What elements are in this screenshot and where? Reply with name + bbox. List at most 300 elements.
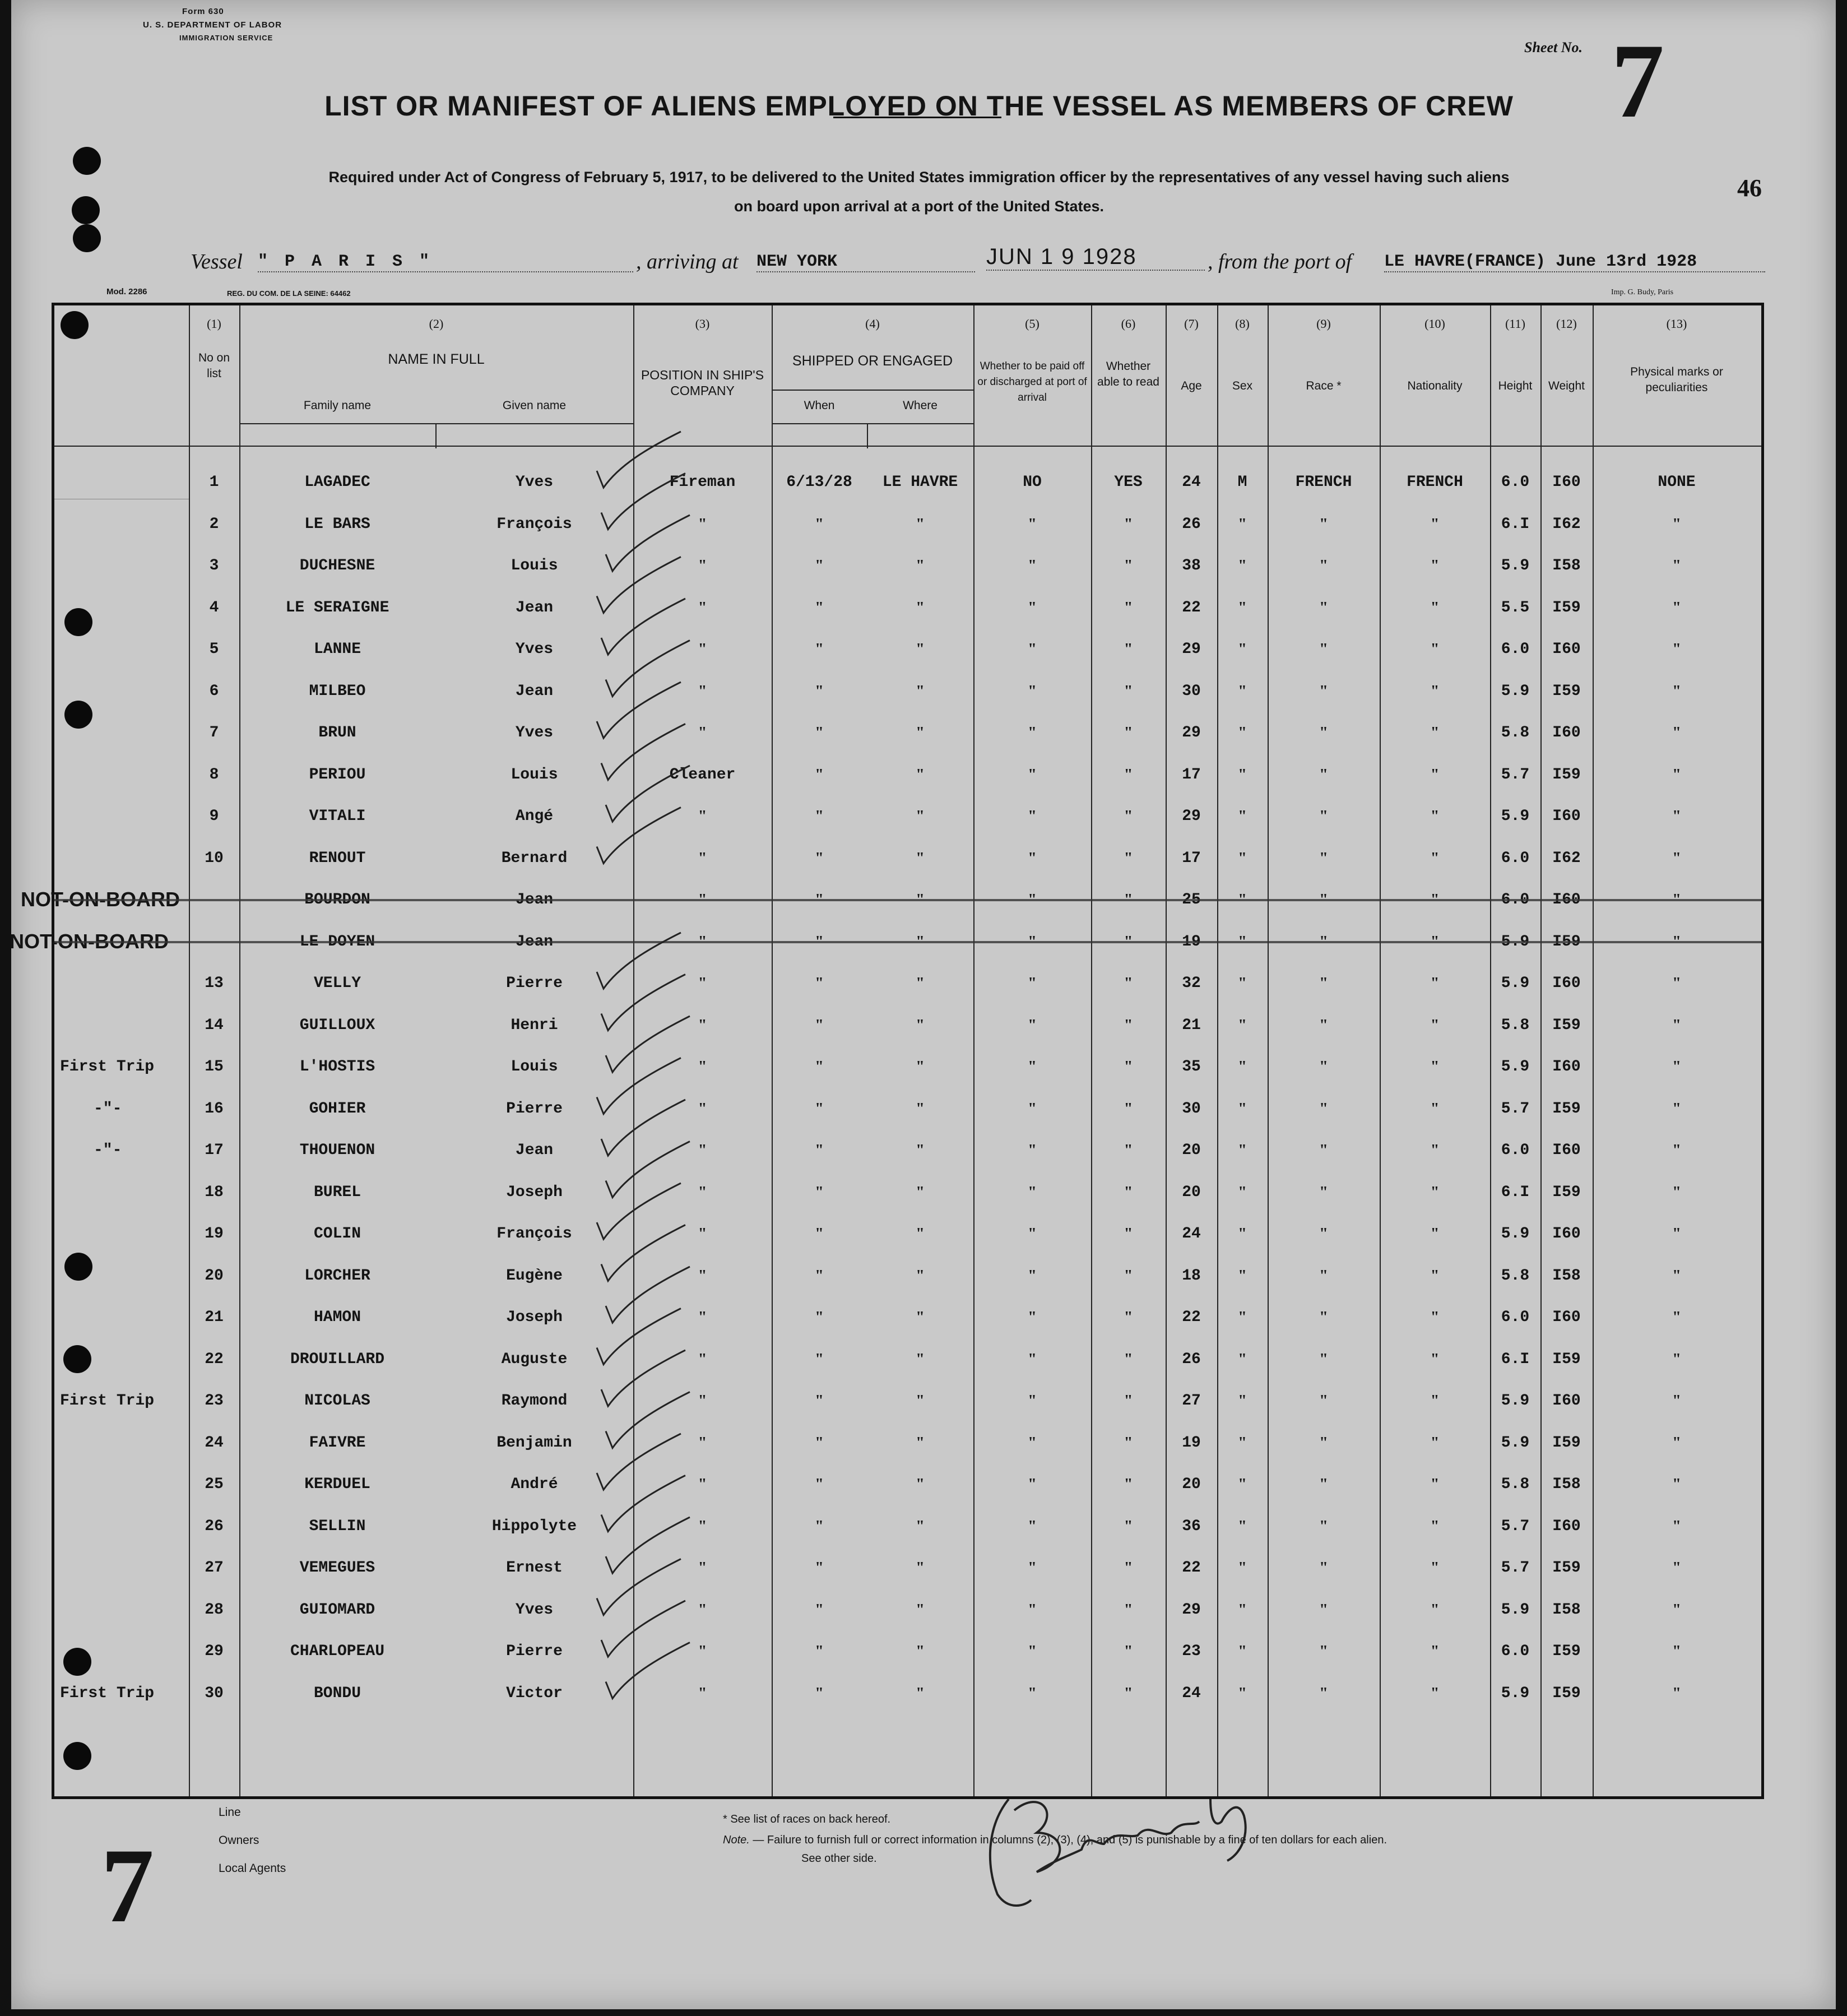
cell-paid: " <box>1028 1434 1037 1452</box>
cell-where: " <box>916 766 925 784</box>
cell-when: " <box>815 891 824 909</box>
cell-family: BUREL <box>313 1183 361 1201</box>
checkmark <box>606 641 690 697</box>
cell-where: " <box>916 557 925 574</box>
cell-age: 36 <box>1182 1517 1201 1535</box>
cell-read: " <box>1124 1225 1133 1243</box>
checkmark <box>601 474 685 530</box>
cell-family: THOUENON <box>299 1142 375 1159</box>
cell-no: 29 <box>205 1643 224 1660</box>
cell-race: " <box>1319 1309 1328 1326</box>
cell-nationality: " <box>1430 933 1440 951</box>
cell-where: " <box>916 724 925 741</box>
col-header-sex: Sex <box>1232 379 1253 392</box>
cell-weight: I62 <box>1552 515 1581 533</box>
cell-paid: " <box>1028 724 1037 741</box>
cell-height: 6.0 <box>1501 849 1530 867</box>
cell-when: " <box>815 849 824 867</box>
cell-family: BRUN <box>318 724 356 741</box>
cell-sex: " <box>1238 1517 1247 1535</box>
cell-given: Jean <box>515 682 554 700</box>
cell-read: " <box>1124 515 1133 533</box>
cell-height: 6.I <box>1501 1183 1530 1201</box>
vessel-name: " P A R I S " <box>258 252 633 272</box>
cell-marks: " <box>1672 1225 1681 1243</box>
cell-no: 20 <box>205 1267 224 1285</box>
cell-height: 6.0 <box>1501 1142 1530 1159</box>
cell-position: " <box>698 1434 707 1452</box>
cell-read: " <box>1124 849 1133 867</box>
cell-when: " <box>815 1434 824 1452</box>
cell-nationality: " <box>1430 891 1440 909</box>
note-label: Note. <box>723 1834 750 1846</box>
cell-no: 7 <box>209 724 219 741</box>
cell-given: André <box>511 1476 558 1493</box>
col-num-5: (5) <box>1025 317 1039 331</box>
cell-when: " <box>815 1142 824 1159</box>
page-title: LIST OR MANIFEST OF ALIENS EMPLOYED ON THE VESSEL AS MEMBERS OF CREW <box>324 90 1514 122</box>
cell-marks: " <box>1672 599 1681 617</box>
cell-when: " <box>815 682 824 700</box>
cell-sex: " <box>1238 1309 1247 1326</box>
cell-given: Jean <box>515 891 554 909</box>
cell-race: " <box>1319 682 1328 700</box>
cell-age: 30 <box>1182 1100 1201 1118</box>
cell-age: 22 <box>1182 599 1201 617</box>
cell-where: " <box>916 599 925 617</box>
cell-given: Benjamin <box>496 1434 572 1452</box>
cell-where: " <box>916 891 925 909</box>
row-note: First Trip <box>60 1684 155 1702</box>
cell-height: 5.8 <box>1501 1267 1530 1285</box>
cell-sex: " <box>1238 1183 1247 1201</box>
cell-where: " <box>916 849 925 867</box>
cell-paid: " <box>1028 1309 1037 1326</box>
cell-position: " <box>698 975 707 992</box>
checkmark <box>606 766 690 822</box>
cell-race: " <box>1319 1559 1328 1577</box>
cell-no: 22 <box>205 1350 224 1368</box>
cell-when: " <box>815 724 824 741</box>
col-header-height: Height <box>1498 379 1533 392</box>
department: U. S. DEPARTMENT OF LABOR <box>143 20 282 30</box>
cell-read: " <box>1124 933 1133 951</box>
cell-read: " <box>1124 599 1133 617</box>
col-header-when: When <box>804 399 835 412</box>
cell-sex: " <box>1238 1058 1247 1076</box>
cell-sex: " <box>1238 849 1247 867</box>
cell-where: " <box>916 1476 925 1493</box>
cell-given: Louis <box>511 557 558 574</box>
cell-paid: " <box>1028 1684 1037 1702</box>
cell-given: Hippolyte <box>491 1517 577 1535</box>
cell-marks: " <box>1672 1476 1681 1493</box>
cell-nationality: " <box>1430 808 1440 825</box>
row-note: First Trip <box>60 1392 155 1410</box>
cell-position: " <box>698 515 707 533</box>
cell-paid: " <box>1028 975 1037 992</box>
cell-weight: I59 <box>1552 1100 1581 1118</box>
col-header-nationality: Nationality <box>1407 379 1463 392</box>
cell-race: " <box>1319 1684 1328 1702</box>
cell-marks: " <box>1672 891 1681 909</box>
cell-paid: " <box>1028 891 1037 909</box>
cell-height: 6.I <box>1501 515 1530 533</box>
cell-no: 28 <box>205 1601 224 1619</box>
cell-given: Jean <box>515 1142 554 1159</box>
cell-marks: NONE <box>1658 474 1696 491</box>
checkmark <box>597 432 681 488</box>
col-num-4: (4) <box>865 317 880 331</box>
cell-race: " <box>1319 599 1328 617</box>
cell-sex: " <box>1238 808 1247 825</box>
col-num-11: (11) <box>1505 317 1525 331</box>
cell-where: " <box>916 1016 925 1034</box>
cell-position: " <box>698 1267 707 1285</box>
cell-marks: " <box>1672 1517 1681 1535</box>
cell-family: LE DOYEN <box>299 933 375 951</box>
cell-race: " <box>1319 557 1328 574</box>
cell-paid: " <box>1028 1225 1037 1243</box>
cell-height: 6.0 <box>1501 1643 1530 1660</box>
cell-age: 29 <box>1182 641 1201 658</box>
cell-no: 25 <box>205 1476 224 1493</box>
cell-where: " <box>916 682 925 700</box>
cell-family: HAMON <box>313 1309 361 1326</box>
cell-sex: " <box>1238 1434 1247 1452</box>
cell-nationality: FRENCH <box>1407 474 1463 491</box>
cell-weight: I60 <box>1552 1392 1581 1410</box>
cell-age: 35 <box>1182 1058 1201 1076</box>
cell-no: 3 <box>209 557 219 574</box>
cell-family: GOHIER <box>309 1100 366 1118</box>
cell-height: 5.9 <box>1501 1601 1530 1619</box>
cell-weight: I60 <box>1552 724 1581 741</box>
cell-read: " <box>1124 1267 1133 1285</box>
cell-weight: I60 <box>1552 1517 1581 1535</box>
checkmark <box>601 1350 685 1406</box>
cell-read: " <box>1124 724 1133 741</box>
cell-paid: " <box>1028 641 1037 658</box>
cell-nationality: " <box>1430 1225 1440 1243</box>
cell-position: " <box>698 1100 707 1118</box>
cell-race: " <box>1319 1100 1328 1118</box>
cell-where: LE HAVRE <box>882 474 958 491</box>
cell-race: " <box>1319 1392 1328 1410</box>
cell-sex: " <box>1238 766 1247 784</box>
cell-race: " <box>1319 891 1328 909</box>
cell-when: " <box>815 1643 824 1660</box>
cell-when: " <box>815 599 824 617</box>
cell-sex: " <box>1238 682 1247 700</box>
cell-marks: " <box>1672 1350 1681 1368</box>
cell-nationality: " <box>1430 766 1440 784</box>
cell-marks: " <box>1672 1058 1681 1076</box>
cell-sex: " <box>1238 599 1247 617</box>
cell-paid: " <box>1028 1392 1037 1410</box>
col-header-family: Family name <box>303 399 372 412</box>
cell-paid: " <box>1028 557 1037 574</box>
cell-family: BOURDON <box>304 891 370 909</box>
cell-no: 9 <box>209 808 219 825</box>
cell-marks: " <box>1672 682 1681 700</box>
cell-marks: " <box>1672 557 1681 574</box>
cell-height: 5.9 <box>1501 975 1530 992</box>
cell-marks: " <box>1672 1309 1681 1326</box>
cell-sex: " <box>1238 1476 1247 1493</box>
cell-read: " <box>1124 682 1133 700</box>
checkmark <box>601 1601 685 1657</box>
cell-family: DROUILLARD <box>290 1350 385 1368</box>
cell-sex: " <box>1238 1559 1247 1577</box>
cell-where: " <box>916 808 925 825</box>
cell-race: " <box>1319 1350 1328 1368</box>
cell-nationality: " <box>1430 1183 1440 1201</box>
cell-race: " <box>1319 933 1328 951</box>
cell-marks: " <box>1672 724 1681 741</box>
footer-agents-label: Local Agents <box>219 1862 286 1875</box>
cell-where: " <box>916 1183 925 1201</box>
cell-no: 13 <box>205 975 224 992</box>
cell-no: 24 <box>205 1434 224 1452</box>
cell-given: Ernest <box>506 1559 563 1577</box>
cell-weight: I60 <box>1552 808 1581 825</box>
cell-nationality: " <box>1430 1016 1440 1034</box>
col-num-3: (3) <box>695 317 710 331</box>
cell-read: " <box>1124 1559 1133 1577</box>
cell-given: Yves <box>515 1601 554 1619</box>
cell-weight: I60 <box>1552 474 1581 491</box>
cell-given: Joseph <box>506 1183 563 1201</box>
cell-where: " <box>916 1350 925 1368</box>
cell-position: " <box>698 724 707 741</box>
cell-paid: " <box>1028 1183 1037 1201</box>
cell-nationality: " <box>1430 1517 1440 1535</box>
cell-race: " <box>1319 1183 1328 1201</box>
cell-age: 20 <box>1182 1476 1201 1493</box>
cell-paid: " <box>1028 1517 1037 1535</box>
cell-age: 19 <box>1182 933 1201 951</box>
footer-line-label: Line <box>219 1806 241 1819</box>
cell-height: 5.9 <box>1501 1434 1530 1452</box>
col-header-race: Race * <box>1306 379 1342 392</box>
cell-weight: I58 <box>1552 1601 1581 1619</box>
cell-weight: I59 <box>1552 1016 1581 1034</box>
cell-when: " <box>815 1100 824 1118</box>
cell-family: FAIVRE <box>309 1434 366 1452</box>
sheet-number-large: 7 <box>101 1827 154 1945</box>
cell-position: " <box>698 1601 707 1619</box>
cell-age: 32 <box>1182 975 1201 992</box>
cell-paid: " <box>1028 1643 1037 1660</box>
cell-when: " <box>815 641 824 658</box>
cell-read: " <box>1124 1476 1133 1493</box>
cell-nationality: " <box>1430 1559 1440 1577</box>
checkmark <box>597 933 681 989</box>
col-num-2: (2) <box>429 317 444 331</box>
cell-nationality: " <box>1430 1601 1440 1619</box>
checkmark <box>606 1267 690 1323</box>
cell-given: Raymond <box>501 1392 568 1410</box>
cell-sex: " <box>1238 975 1247 992</box>
cell-weight: I59 <box>1552 1434 1581 1452</box>
col-header-where: Where <box>903 399 938 412</box>
cell-height: 5.9 <box>1501 933 1530 951</box>
cell-read: " <box>1124 766 1133 784</box>
printer: Imp. G. Budy, Paris <box>1611 288 1674 296</box>
cell-paid: " <box>1028 599 1037 617</box>
cell-where: " <box>916 1434 925 1452</box>
cell-nationality: " <box>1430 1476 1440 1493</box>
cell-age: 38 <box>1182 557 1201 574</box>
cell-race: " <box>1319 1058 1328 1076</box>
cell-family: BONDU <box>313 1684 361 1702</box>
date-stamp: JUN 1 9 1928 <box>986 244 1205 271</box>
cell-read: " <box>1124 1350 1133 1368</box>
cell-position: " <box>698 891 707 909</box>
cell-age: 17 <box>1182 849 1201 867</box>
cell-age: 22 <box>1182 1559 1201 1577</box>
cell-when: " <box>815 808 824 825</box>
cell-age: 29 <box>1182 1601 1201 1619</box>
races-note: * See list of races on back hereof. <box>723 1813 891 1825</box>
row-note: -"- <box>94 1142 122 1159</box>
cell-family: VELLY <box>313 975 361 992</box>
cell-marks: " <box>1672 641 1681 658</box>
cell-where: " <box>916 933 925 951</box>
cell-when: " <box>815 1016 824 1034</box>
col-num-9: (9) <box>1316 317 1331 331</box>
cell-position: " <box>698 1016 707 1034</box>
cell-height: 5.8 <box>1501 1476 1530 1493</box>
cell-age: 20 <box>1182 1183 1201 1201</box>
cell-race: " <box>1319 641 1328 658</box>
col-header-age: Age <box>1181 379 1202 392</box>
cell-given: Louis <box>511 1058 558 1076</box>
cell-paid: " <box>1028 1058 1037 1076</box>
cell-race: " <box>1319 766 1328 784</box>
cell-weight: I59 <box>1552 1350 1581 1368</box>
cell-read: " <box>1124 1392 1133 1410</box>
cell-given: Victor <box>506 1684 563 1702</box>
cell-where: " <box>916 1559 925 1577</box>
cell-sex: " <box>1238 724 1247 741</box>
cell-read: " <box>1124 1309 1133 1326</box>
cell-when: " <box>815 1392 824 1410</box>
cell-paid: " <box>1028 1601 1037 1619</box>
cell-weight: I58 <box>1552 1476 1581 1493</box>
cell-age: 29 <box>1182 724 1201 741</box>
cell-weight: I60 <box>1552 891 1581 909</box>
cell-height: 6.0 <box>1501 474 1530 491</box>
col-num-1: (1) <box>207 317 221 331</box>
cell-sex: " <box>1238 1601 1247 1619</box>
cell-when: " <box>815 1684 824 1702</box>
checkmark <box>601 599 685 655</box>
cell-when: " <box>815 1559 824 1577</box>
cell-paid: " <box>1028 515 1037 533</box>
cell-paid: " <box>1028 1559 1037 1577</box>
cell-given: Auguste <box>501 1350 568 1368</box>
cell-weight: I60 <box>1552 1058 1581 1076</box>
cell-sex: " <box>1238 891 1247 909</box>
col-header-shipped: SHIPPED OR ENGAGED <box>792 353 953 369</box>
page-number: 46 <box>1737 174 1762 202</box>
cell-position: " <box>698 1183 707 1201</box>
cell-when: " <box>815 1058 824 1076</box>
col-num-8: (8) <box>1235 317 1250 331</box>
service: IMMIGRATION SERVICE <box>179 34 273 42</box>
cell-nationality: " <box>1430 1267 1440 1285</box>
cell-family: LE SERAIGNE <box>285 599 389 617</box>
cell-height: 5.9 <box>1501 682 1530 700</box>
cell-no: 5 <box>209 641 219 658</box>
cell-sex: " <box>1238 1684 1247 1702</box>
cell-sex: " <box>1238 1100 1247 1118</box>
cell-where: " <box>916 975 925 992</box>
col-num-10: (10) <box>1424 317 1445 331</box>
cell-when: " <box>815 1601 824 1619</box>
cell-weight: I58 <box>1552 557 1581 574</box>
cell-weight: I59 <box>1552 1183 1581 1201</box>
cell-race: " <box>1319 1225 1328 1243</box>
row-note: NOT-ON-BOARD <box>21 888 180 911</box>
cell-no: 14 <box>205 1016 224 1034</box>
mod-number: Mod. 2286 <box>106 287 147 296</box>
cell-height: 5.9 <box>1501 1392 1530 1410</box>
col-header-paid: Whether to be paid off or discharged at port of arrival <box>977 360 1087 404</box>
cell-sex: " <box>1238 933 1247 951</box>
cell-given: Yves <box>515 474 554 491</box>
cell-nationality: " <box>1430 1350 1440 1368</box>
cell-marks: " <box>1672 1183 1681 1201</box>
cell-paid: " <box>1028 933 1037 951</box>
cell-nationality: " <box>1430 849 1440 867</box>
cell-family: VITALI <box>309 808 366 825</box>
cell-given: François <box>496 1225 572 1243</box>
checkmark <box>606 1392 690 1448</box>
cell-weight: I59 <box>1552 1559 1581 1577</box>
cell-given: Angé <box>515 808 554 825</box>
cell-read: " <box>1124 1100 1133 1118</box>
checkmark <box>606 1016 690 1072</box>
cell-family: LANNE <box>313 641 361 658</box>
sheet-label: Sheet No. <box>1524 39 1583 55</box>
cell-paid: " <box>1028 849 1037 867</box>
cell-when: " <box>815 557 824 574</box>
cell-when: " <box>815 1183 824 1201</box>
cell-weight: I59 <box>1552 1643 1581 1660</box>
col-num-6: (6) <box>1121 317 1136 331</box>
cell-read: " <box>1124 808 1133 825</box>
cell-family: COLIN <box>313 1225 361 1243</box>
cell-family: L'HOSTIS <box>299 1058 375 1076</box>
cell-when: " <box>815 1350 824 1368</box>
cell-race: " <box>1319 1601 1328 1619</box>
cell-weight: I62 <box>1552 849 1581 867</box>
cell-given: Yves <box>515 641 554 658</box>
cell-family: PERIOU <box>309 766 366 784</box>
cell-weight: I60 <box>1552 1225 1581 1243</box>
row-note: NOT-ON-BOARD <box>10 929 169 953</box>
cell-height: 5.9 <box>1501 808 1530 825</box>
cell-where: " <box>916 1309 925 1326</box>
cell-sex: " <box>1238 1643 1247 1660</box>
cell-race: " <box>1319 515 1328 533</box>
cell-when: " <box>815 933 824 951</box>
cell-when: " <box>815 1309 824 1326</box>
cell-where: " <box>916 1100 925 1118</box>
